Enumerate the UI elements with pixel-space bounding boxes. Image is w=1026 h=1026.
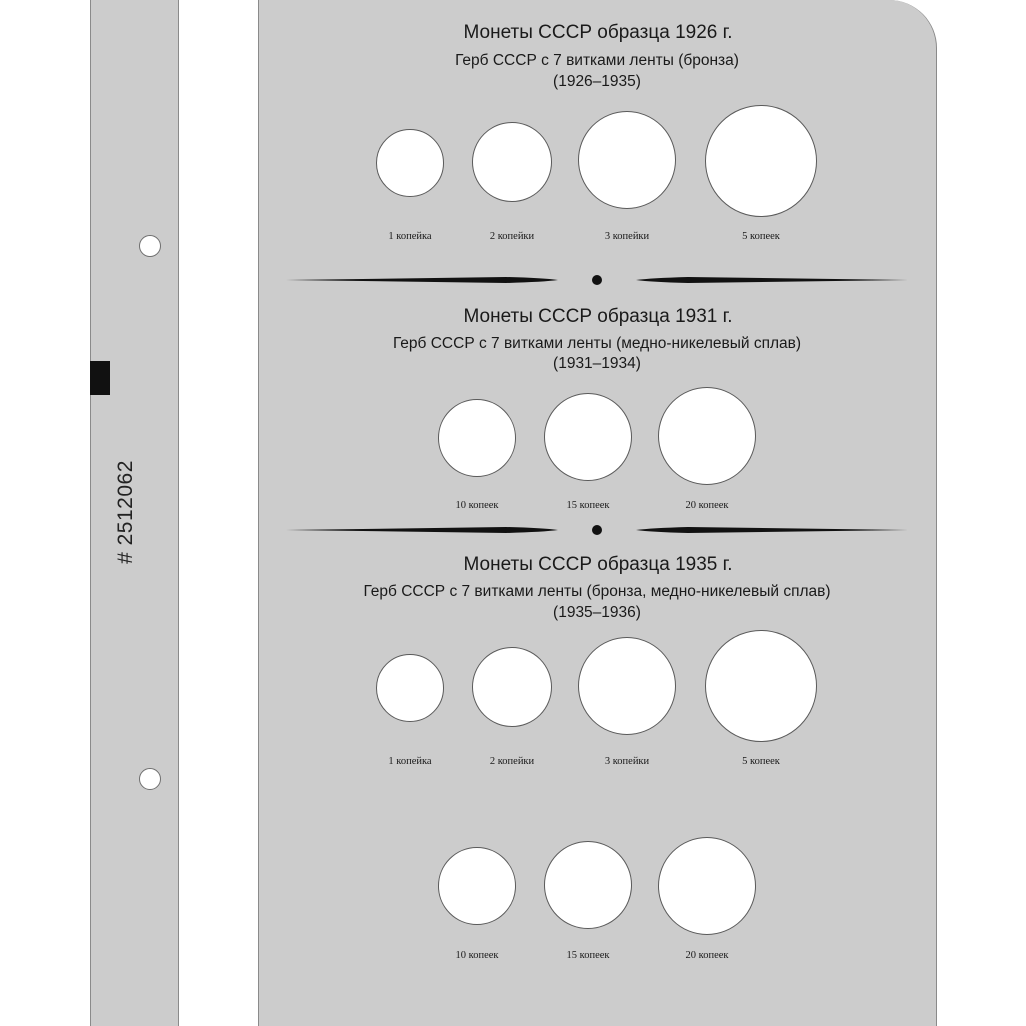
coin-slot-3-kopek-1926: [578, 111, 676, 209]
coin-label: 2 копейки: [489, 231, 535, 242]
coin-label: 3 копейки: [604, 231, 650, 242]
index-tab: [90, 361, 110, 395]
coin-label: 5 копеек: [742, 231, 780, 242]
catalog-code-text: # 2512062: [114, 460, 137, 564]
section-1-years: (1926–1935): [553, 73, 641, 90]
coin-slot-10-kopek-1931: [438, 399, 516, 477]
coin-label: 3 копейки: [604, 756, 650, 767]
coin-slot-15-kopek-1931: [544, 393, 632, 481]
coin-slot-2-kopek-1926: [472, 122, 552, 202]
coin-slot-1-kopek-1926: [376, 129, 444, 197]
coin-label: 20 копеек: [685, 500, 729, 511]
coin-label: 1 копейка: [388, 231, 432, 242]
coin-slot-5-kopek-1926: [705, 105, 817, 217]
coin-slot-15-kopek-1935: [544, 841, 632, 929]
coin-label: 2 копейки: [489, 756, 535, 767]
section-1-title: Монеты СССР образца 1926 г.: [463, 22, 733, 43]
coin-label: 15 копеек: [566, 500, 610, 511]
section-3-years: (1935–1936): [553, 604, 641, 621]
section-divider: [286, 274, 908, 286]
coin-label: 20 копеек: [685, 950, 729, 961]
coin-slot-20-kopek-1935: [658, 837, 756, 935]
punch-hole-bottom: [139, 768, 161, 790]
coin-label: 10 копеек: [455, 950, 499, 961]
punch-hole-top: [139, 235, 161, 257]
coin-slot-1-kopek-1935: [376, 654, 444, 722]
coin-slot-3-kopek-1935: [578, 637, 676, 735]
coin-slot-20-kopek-1931: [658, 387, 756, 485]
coin-label: 15 копеек: [566, 950, 610, 961]
section-2-years: (1931–1934): [553, 355, 641, 372]
section-3-subtitle: Герб СССР с 7 витками ленты (бронза, медно-никелевый сплав): [363, 583, 831, 600]
coin-slot-10-kopek-1935: [438, 847, 516, 925]
coin-slot-5-kopek-1935: [705, 630, 817, 742]
coin-slot-2-kopek-1935: [472, 647, 552, 727]
section-2-subtitle: Герб СССР с 7 витками ленты (медно-никелевый сплав): [392, 335, 802, 352]
coin-label: 5 копеек: [742, 756, 780, 767]
coin-label: 10 копеек: [455, 500, 499, 511]
section-1-subtitle: Герб СССР с 7 витками ленты (бронза): [455, 52, 739, 69]
section-divider: [286, 524, 908, 536]
section-3-title: Монеты СССР образца 1935 г.: [463, 554, 733, 575]
coin-label: 1 копейка: [388, 756, 432, 767]
section-2-title: Монеты СССР образца 1931 г.: [463, 306, 733, 327]
